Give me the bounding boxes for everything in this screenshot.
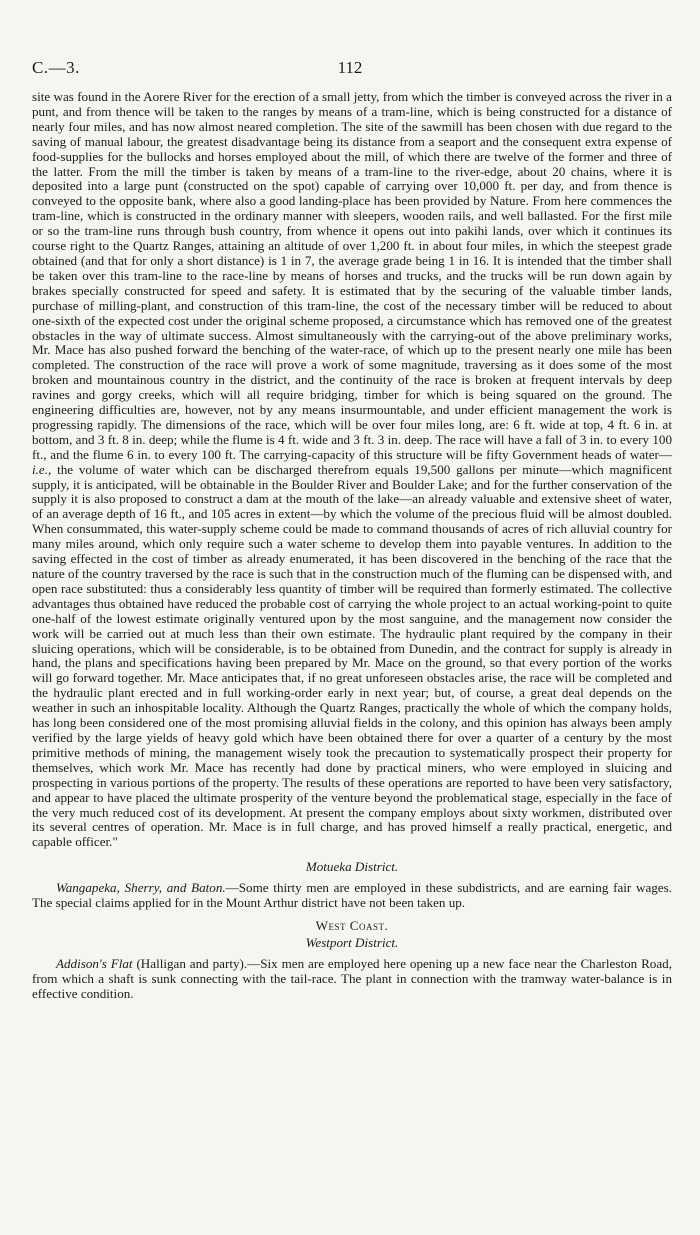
main-text: site was found in the Aorere River for the erection of a small jetty, from which the timber is conveyed across the river in a punt, and from thence will be taken to the ranges by means of a tram-line, which is being constructed for a distance of nearly four miles, and has now almost neared completion. The site of the sawmill has been chosen with due regard to the saving of manual labour, the greatest disadvantage being its distance from a seaport and the consequent extra expense of food-supplies for the bullocks and horses employed about the mill, of which there are twelve of the former and three of the latter. From the mill the timber is taken by means of a tram-line to the river-edge, about 20 chains, where it is deposited into a large punt (constructed on the spot) capable of carrying over 10,000 ft. per day, and from thence is conveyed to the opposite bank, where also a good landing-place has been provided by Nature. From here commences the tram-line, which is constructed in the ordinary manner with sleepers, wooden rails, and well ballasted. For the first mile or so the tram-line runs through bush country, from whence it opens out into pakihi lands, over which it continues its course right to the Quartz Ranges, attaining an altitude of over 1,200 ft. in about four miles, in which the steepest grade obtained (and that for only a short distance) is 1 in 7, the average grade being 1 in 16. It is intended that the timber shall be taken over this tram-line to the race-line by means of horses and trucks, and the trucks will be run down again by brakes specially constructed for speed and safety. It is estimated that by the securing of the valuable timber lands, purchase of milling-plant, and construction of this tram-line, the cost of the necessary timber will be reduced to about one-sixth of the expected cost under the original scheme proposed, a circumstance which has removed one of the greatest obstacles in the way of ultimate success. Almost simultaneously with the carrying-out of the above preliminary works, Mr. Mace has also pushed forward the benching of the water-race, of which up to the present nearly one mile has been completed. The construction of the race will prove a work of some magnitude, traversing as it does some of the most broken and mountainous country in the district, and the continuity of the race is broken at frequent intervals by deep ravines and gorgy creeks, which will all require bridging, timber for which is being squared on the ground. The engineering difficulties are, however, not by any means insurmountable, and under efficient management the work is progressing rapidly. The dimensions of the race, which will be over four miles long, are: 6 ft. wide at top, 4 ft. 6 in. at bottom, and 3 ft. 8 in. deep; while the flume is 4 ft. wide and 3 ft. 3 in. deep. The race will have a fall of 3 in. to every 100 ft., and the flume 6 in. to every 100 ft. The carrying-capacity of this structure will be fifty Government heads of water— <box>32 89 672 462</box>
westport-district-heading: Westport District. <box>305 934 399 950</box>
addisons-flat-paragraph <box>32 957 672 1002</box>
addisons-flat-text: (Halligan and party).—Six men are employed here opening up a new face near the Charleston Road, from which a shaft is sunk connecting with the tail-race. The plant in connection with the tramway water-balance is in effective condition. <box>32 955 672 1001</box>
wangapeka-text: —Some thirty men are employed in these subdistricts, and are earning fair wages. The special claims applied for in the Mount Arthur district have not been taken up. <box>32 880 672 911</box>
page-number: 112 <box>337 58 363 77</box>
main-paragraph <box>32 90 672 850</box>
report-code: C.—3. <box>32 58 80 77</box>
page-body <box>32 90 672 1001</box>
main-text-continued: the volume of water which can be discharged therefrom equals 19,500 gallons per minute—which magnificent supply, it is anticipated, will be obtainable in the Boulder River and Boulder Lake; and for the further conservation of the supply it is also proposed to construct a dam at the mouth of the lake—an already valuable and extensive sheet of water, of an average depth of 16 ft., and 105 acres in extent—by which the volume of the precious fluid will be almost doubled. When consummated, this water-supply scheme could be made to command thousands of acres of rich alluvial country for many miles around, which only require such a water scheme to develop them into payable ventures. In addition to the saving effected in the cost of timber as already enumerated, it has been discovered in the benching of the race that the nature of the country traversed by the race is such that in the construction much of the fluming can be dispensed with, and open race substituted: thus a considerably less quantity of timber will be required than formerly estimated. The collective advantages thus obtained have reduced the probable cost of carrying the whole project to an actual working-point to quite one-half of the lowest estimate originally ventured upon by the most sanguine, and the management now consider the work will be carried out at much less than their own estimate. The hydraulic plant required by the company in their sluicing operations, which will be considerable, is to be obtained from Dunedin, and the contract for supply is already in hand, the plans and specifications having been prepared by Mr. Mace on the ground, so that every portion of the works will go forward together. Mr. Mace anticipates that, if no great unforeseen obstacles arise, the race will be completed and the hydraulic plant erected and in full working-order early in next year; but, of course, a great deal depends on the weather in such an inhospitable locality. Although the Quartz Ranges, practically the whole of which the company holds, has long been considered one of the most promising alluvial fields in the colony, and this opinion has always been amply verified by the large yields of heavy gold which have been obtained there for over a quarter of a century by the most primitive methods of mining, the management wisely took the precaution to systematically prospect their property for themselves, which work Mr. Mace has recently had done by practical miners, who were employed in sluicing and prospecting in various portions of the property. The results of these operations are reported to have been very satisfactory, and appear to have placed the ultimate prosperity of the venture beyond the problematical stage, especially in the face of the very much reduced cost of its development. At present the company employs about sixty workmen, distributed over its several centres of operation. Mr. Mace is in full charge, and has proved himself a really practical, energetic, and capable officer." <box>32 461 672 850</box>
main-italic: i.e., <box>32 461 52 477</box>
addisons-flat-lead: Addison's Flat <box>56 955 133 971</box>
west-coast-heading: West Coast. <box>315 917 389 933</box>
wangapeka-lead: Wangapeka, Sherry, and Baton. <box>56 880 226 896</box>
wangapeka-paragraph <box>32 881 672 911</box>
motueka-district-heading: Motueka District. <box>305 859 399 875</box>
